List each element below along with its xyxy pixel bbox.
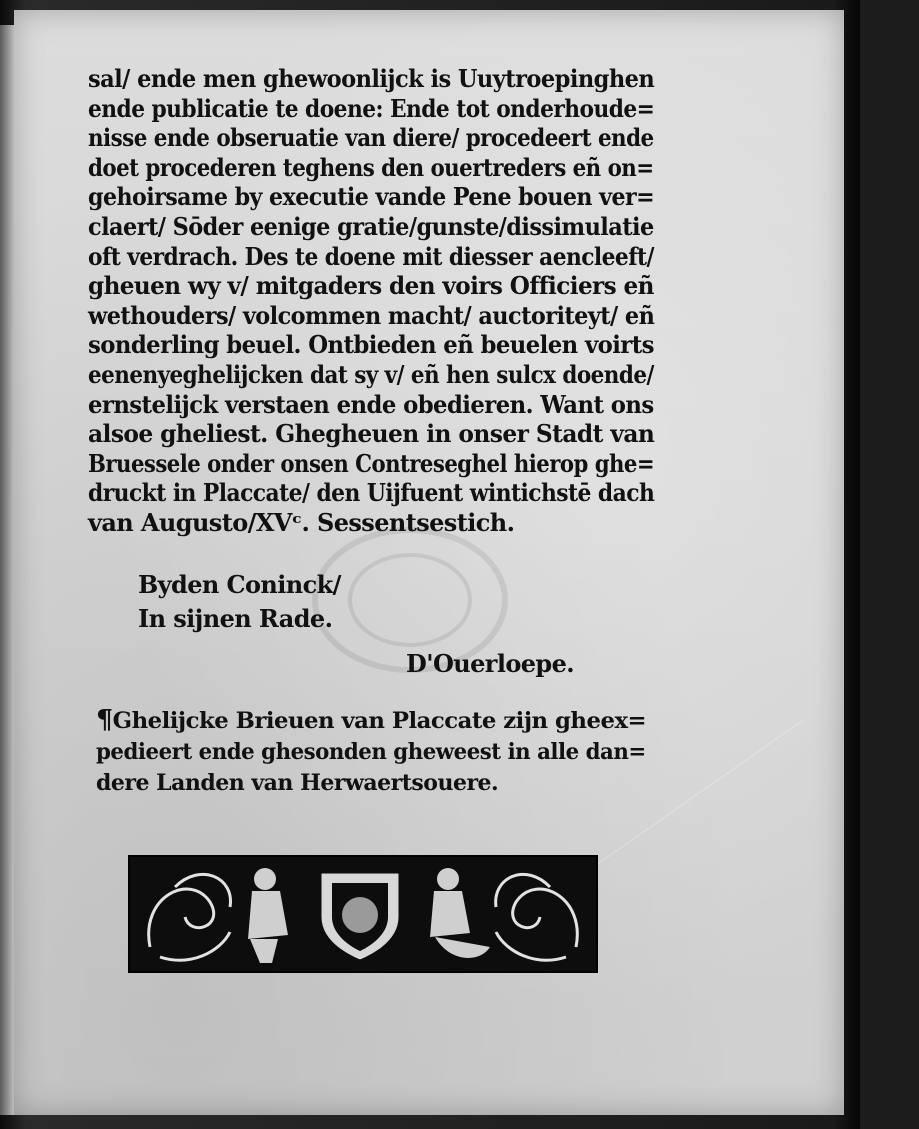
text-line: ernstelijck verstaen ende obedieren. Want ons xyxy=(88,389,654,419)
text-line: ende publicatie te doene: Ende tot onderhoude= xyxy=(88,93,655,123)
pilcrow-mark: ¶ xyxy=(96,705,113,735)
note-line-text: Ghelijcke Brieuen van Placcate zijn gheex= xyxy=(112,708,647,734)
text-line: wethouders/ volcommen macht/ auctoriteyt/ eñ xyxy=(88,300,655,330)
text-line: sonderling beuel. Ontbieden eñ beuelen voirts xyxy=(88,330,654,360)
text-line: druckt in Placcate/ den Uijfuent wintichstē dach xyxy=(88,478,655,508)
proclamation-text xyxy=(88,64,654,538)
text-line: nisse ende obseruatie van diere/ procedeert ende xyxy=(88,123,654,153)
text-line: sal/ ende men ghewoonlijck is Uuytroepinghen xyxy=(88,64,655,93)
text-line: Bruessele onder onsen Contreseghel hierop ghe= xyxy=(88,448,655,478)
text-line: claert/ Sōder eenige gratie/gunste/dissimulatie xyxy=(88,211,654,241)
ornamental-woodcut-border xyxy=(128,855,598,973)
secretary-signature: D'Ouerloepe. xyxy=(406,649,575,678)
text-line: van Augusto/XVᶜ. Sessentsestich. xyxy=(88,507,515,537)
text-line: eenenyeghelijcken dat sy v/ eñ hen sulcx doende/ xyxy=(88,359,654,389)
text-line: gehoirsame by executie vande Pene bouen ver= xyxy=(88,182,655,212)
signature-line-king: Byden Coninck/ xyxy=(138,570,341,599)
text-line: alsoe gheliest. Ghegheuen in onser Stadt van xyxy=(88,419,655,449)
distribution-note xyxy=(96,705,656,799)
woodcut-illustration xyxy=(130,857,596,971)
text-line: doet procederen teghens den ouertreders eñ on= xyxy=(88,152,654,182)
text-line: oft verdrach. Des te doene mit diesser aencleeft/ xyxy=(88,241,654,271)
note-line: pedieert ende ghesonden gheweest in alle dan= xyxy=(96,739,646,765)
note-line xyxy=(96,705,676,737)
note-line: dere Landen van Herwaertsouere. xyxy=(96,770,499,796)
text-line: gheuen wy v/ mitgaders den voirs Officiers eñ xyxy=(88,271,654,301)
signature-line-council: In sijnen Rade. xyxy=(138,604,333,633)
